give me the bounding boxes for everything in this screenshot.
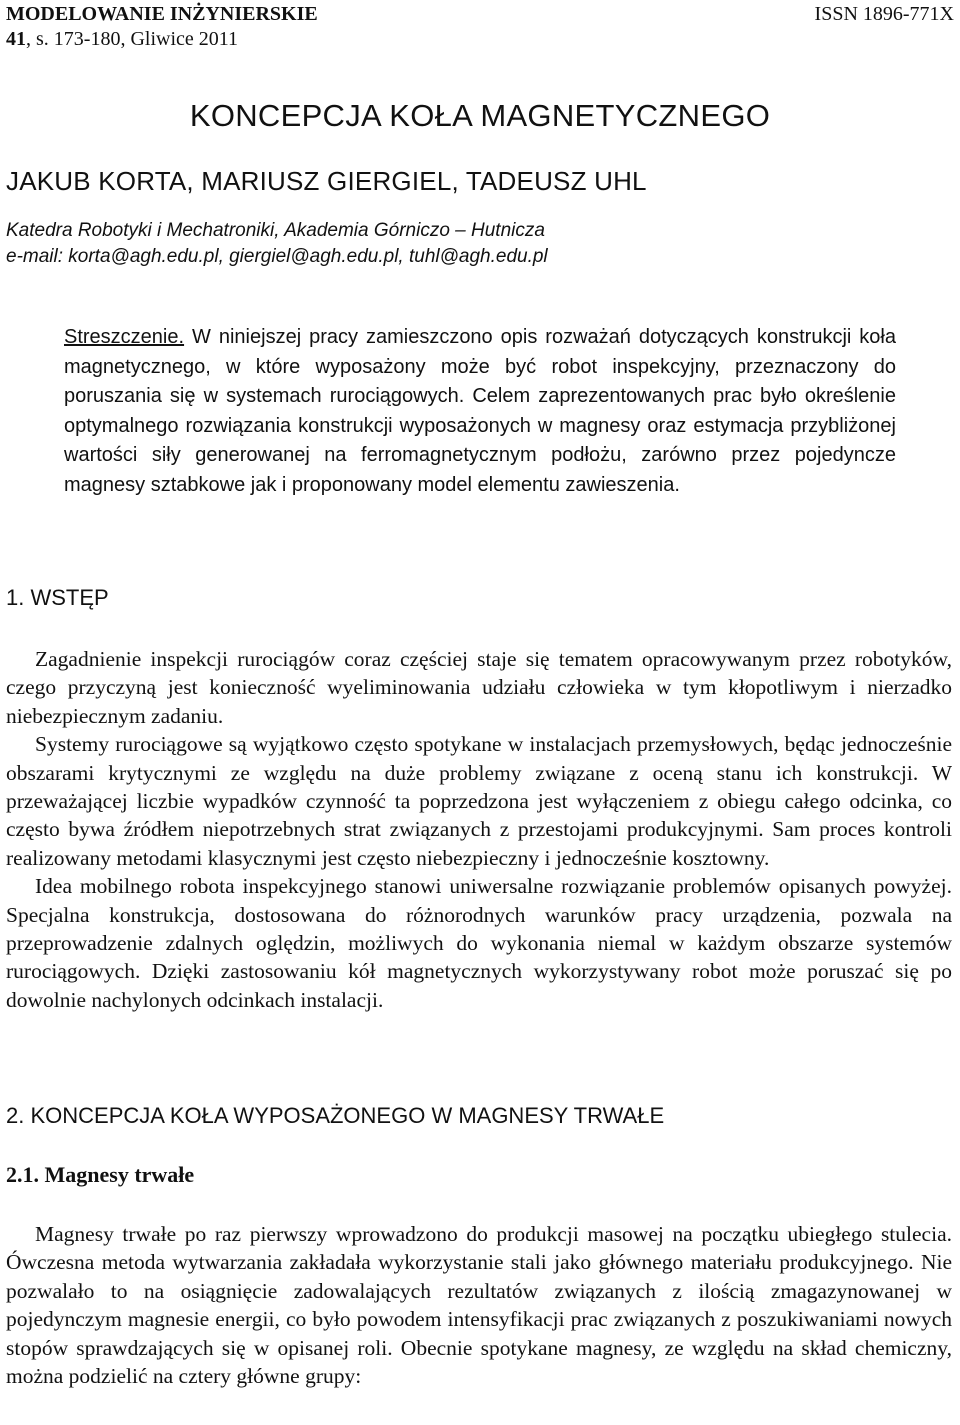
journal-volume-line	[6, 27, 318, 52]
affiliation-block	[6, 218, 548, 270]
journal-name: MODELOWANIE INŻYNIERSKIE	[6, 3, 318, 25]
journal-header	[6, 2, 318, 52]
intro-paragraph-3: Idea mobilnego robota inspekcyjnego stanowi uniwersalne rozwiązanie problemów opisanych powyżej. Specjalna konstrukcja, dostosowana do różnorodnych warunków pracy urządzenia, pozwala na przeprowadzenie zdalnych oględzin, możliwych do wykonania niemal w każdym obszarze systemów rurociągowych. Dzięki zastosowaniu kół magnetycznych wykorzystywany robot może poruszać się po dowolnie nachylonych odcinkach instalacji.	[6, 874, 952, 1012]
authors: JAKUB KORTA, MARIUSZ GIERGIEL, TADEUSZ UHL	[6, 166, 647, 196]
abstract	[64, 323, 896, 500]
section-heading-intro: 1. WSTĘP	[6, 585, 109, 610]
journal-pages-location: , s. 173-180, Gliwice 2011	[26, 28, 239, 50]
magnets-paragraph: Magnesy trwałe po raz pierwszy wprowadzono do produkcji masowej na początku ubiegłego stulecia. Ówczesna metoda wytwarzania zakładała wykorzystanie stali jako głównego materiału produkcyjnego. Nie pozwalało to na osiągnięcie zadowalających rezultatów związanych z ilością zmagazynowanej w pojedynczym magnesie energii, co było powodem intensyfikacji prac związanych z poszukiwaniami nowych stopów sprawdzających się w opisanej roli. Obecnie spotykane magnesy, ze względu na skład chemiczny, można podzielić na cztery główne grupy:	[6, 1222, 952, 1389]
paper-title: KONCEPCJA KOŁA MAGNETYCZNEGO	[189, 98, 771, 133]
subsection-heading-magnets: 2.1. Magnesy trwałe	[6, 1162, 195, 1187]
intro-paragraph-2: Systemy rurociągowe są wyjątkowo często spotykane w instalacjach przemysłowych, będąc jednocześnie obszarami krytycznymi ze względu na duże problemy związane z oceną stanu ich konstrukcji. W przeważającej liczbie wypadków czynność ta poprzedzona jest wyłączeniem z obiegu całego odcinka, co często bywa źródłem niepotrzebnych strat związanych z przestojami produkcyjnymi. Sam proces kontroli realizowany metodami klasycznymi jest często niebezpieczny i jednocześnie kosztowny.	[6, 732, 952, 870]
journal-volume-number: 41	[6, 28, 26, 50]
magnets-body	[6, 1220, 952, 1390]
issn: ISSN 1896-771X	[814, 3, 954, 25]
abstract-label: Streszczenie.	[64, 326, 185, 348]
affiliation: Katedra Robotyki i Mechatroniki, Akademia Górniczo – Hutnicza	[6, 220, 545, 241]
author-emails: e-mail: korta@agh.edu.pl, giergiel@agh.edu.pl, tuhl@agh.edu.pl	[6, 246, 548, 267]
section-heading-concept: 2. KONCEPCJA KOŁA WYPOSAŻONEGO W MAGNESY TRWAŁE	[6, 1103, 665, 1128]
intro-paragraph-1: Zagadnienie inspekcji rurociągów coraz częściej staje się tematem opracowywanym przez robotyków, czego przyczyną jest konieczność wyeliminowania udziału człowieka w tym kłopotliwym i nierzadko niebezpiecznym zadaniu.	[6, 647, 952, 728]
intro-body	[6, 645, 952, 1014]
abstract-text: W niniejszej pracy zamieszczono opis rozważań dotyczących konstrukcji koła magnetycznego, w które wyposażony może być robot inspekcyjny, przeznaczony do poruszania się w systemach rurociągowych. Celem zaprezentowanych prac było określenie optymalnego rozwiązania konstrukcji wyposażonych w magnesy oraz estymacja przybliżonej wartości siły generowanej na ferromagnetycznym podłożu, zarówno przez pojedyncze magnesy sztabkowe jak i proponowany model elementu zawieszenia.	[64, 326, 896, 496]
